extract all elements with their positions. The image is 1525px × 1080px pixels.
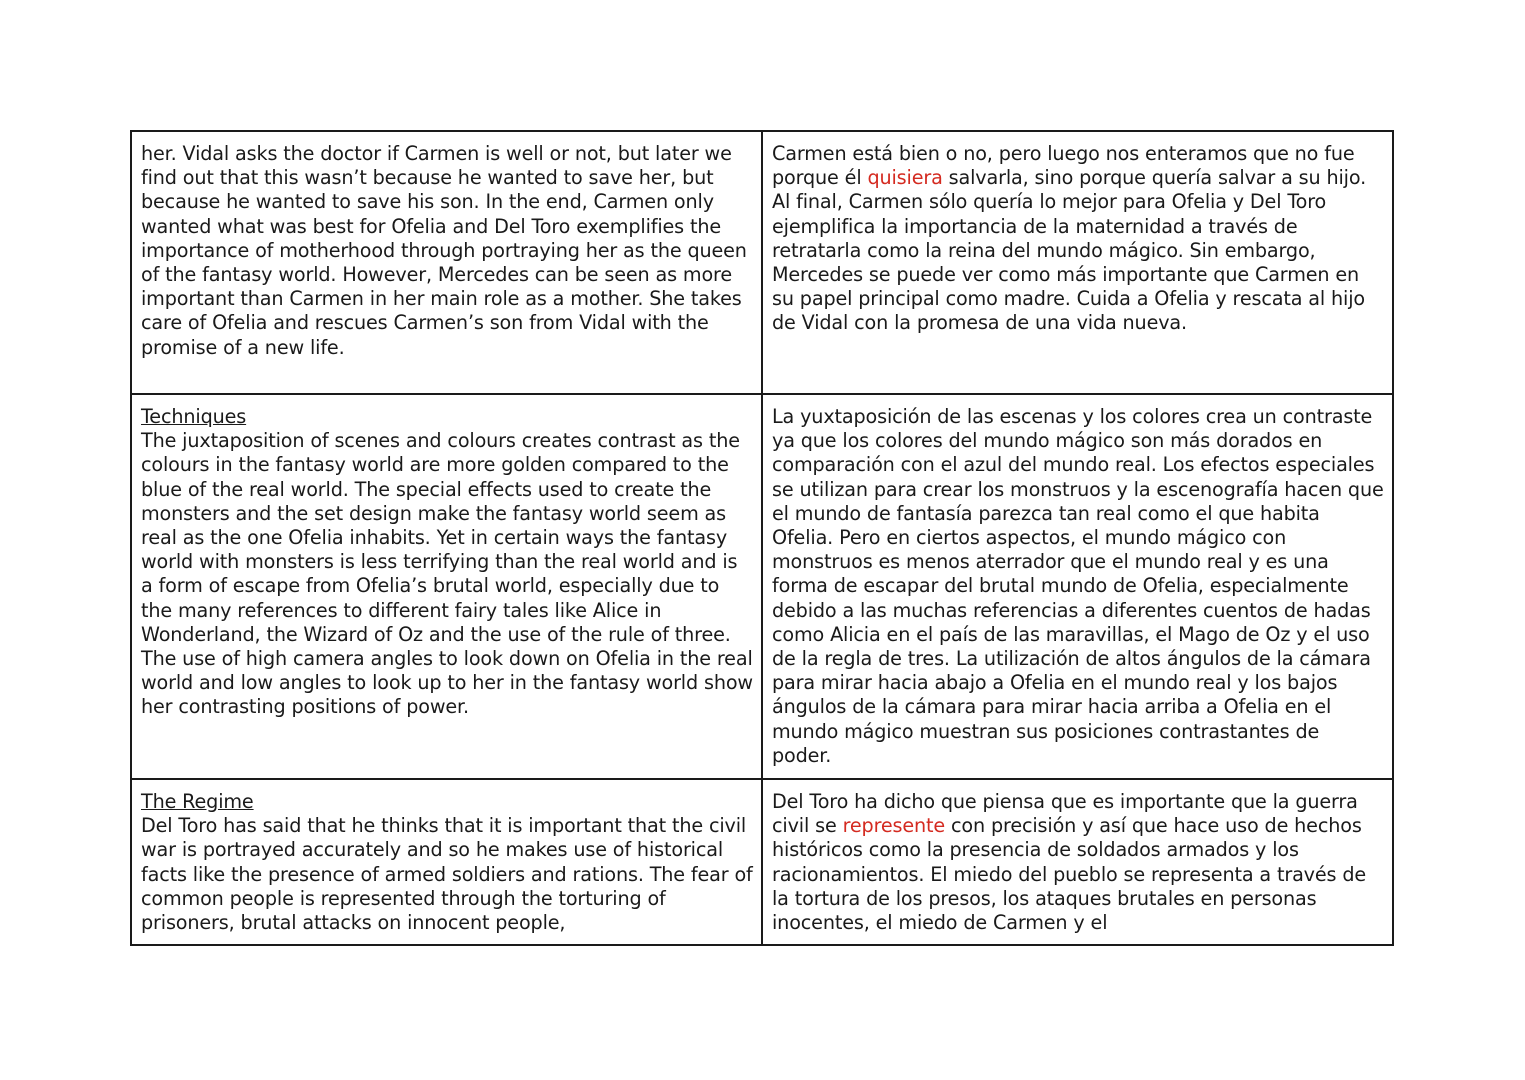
english-text: The juxtaposition of scenes and colours creates contrast as the colours in the fantasy world are more golden compared to the blue of the real world. The special effects used to create the monsters and the set design make the fantasy world seem as real as the one Ofelia inhabits. Yet in certain ways the fantasy world with monsters is less terrifying than the real world and is a form of escape from Ofelia’s brutal world, especially due to the many references to different fairy tales like Alice in Wonderland, the Wizard of Oz and the use of the rule of three. The use of high camera angles to look down on Ofelia in the real world and low angles to look up to her in the fantasy world show her contrasting positions of power.: [141, 429, 753, 719]
english-cell: [131, 779, 762, 945]
translation-table: [130, 130, 1394, 946]
english-cell: [131, 394, 762, 779]
spanish-text-continued: salvarla, sino porque quería salvar a su hijo. Al final, Carmen sólo quería lo mejor para Ofelia y Del Toro ejemplifica la importancia de la maternidad a través de retratarla como la reina del mundo mágico. Sin embargo, Mercedes se puede ver como más importante que Carmen en su papel principal como madre. Cuida a Ofelia y rescata al hijo de Vidal con la promesa de una vida nueva.: [772, 166, 1367, 335]
table-row: [131, 779, 1393, 945]
section-heading: Techniques: [141, 405, 247, 428]
spanish-text: Del Toro ha dicho que piensa que es importante que la guerra civil se: [772, 790, 1358, 838]
section-heading: The Regime: [141, 790, 254, 813]
english-cell: [131, 131, 762, 394]
highlighted-word: quisiera: [867, 166, 943, 190]
english-text: her. Vidal asks the doctor if Carmen is well or not, but later we find out that this wasn’t because he wanted to save her, but because he wanted to save his son. In the end, Carmen only wanted what was best for Ofelia and Del Toro exemplifies the importance of motherhood through portraying her as the queen of the fantasy world. However, Mercedes can be seen as more important than Carmen in her main role as a mother. She takes care of Ofelia and rescues Carmen’s son from Vidal with the promise of a new life.: [141, 142, 747, 359]
spanish-cell: [762, 779, 1393, 945]
spanish-cell: [762, 131, 1393, 394]
spanish-text-continued: con precisión y así que hace uso de hechos históricos como la presencia de soldados armados y los racionamientos. El miedo del pueblo se representa a través de la tortura de los presos, los ataques brutales en personas inocentes, el miedo de Carmen y el: [772, 814, 1367, 935]
spanish-cell: [762, 394, 1393, 779]
english-text: Del Toro has said that he thinks that it is important that the civil war is portrayed accurately and so he makes use of historical facts like the presence of armed soldiers and rations. The fear of common people is represented through the torturing of prisoners, brutal attacks on innocent people,: [141, 814, 753, 935]
spanish-text: Carmen está bien o no, pero luego nos enteramos que no fue porque él: [772, 142, 1355, 190]
spanish-text: La yuxtaposición de las escenas y los colores crea un contraste ya que los colores del mundo mágico son más dorados en comparación con el azul del mundo real. Los efectos especiales se utilizan para crear los monstruos y la escenografía hacen que el mundo de fantasía parezca tan real como el que habita Ofelia. Pero en ciertos aspectos, el mundo mágico con monstruos es menos aterrador que el mundo real y es una forma de escapar del brutal mundo de Ofelia, especialmente debido a las muchas referencias a diferentes cuentos de hadas como Alicia en el país de las maravillas, el Mago de Oz y el uso de la regla de tres. La utilización de altos ángulos de la cámara para mirar hacia abajo a Ofelia en el mundo real y los bajos ángulos de la cámara para mirar hacia arriba a Ofelia en el mundo mágico muestran sus posiciones contrastantes de poder.: [772, 405, 1384, 767]
table-row: [131, 394, 1393, 779]
table-row: [131, 131, 1393, 394]
highlighted-word: represente: [842, 814, 946, 838]
